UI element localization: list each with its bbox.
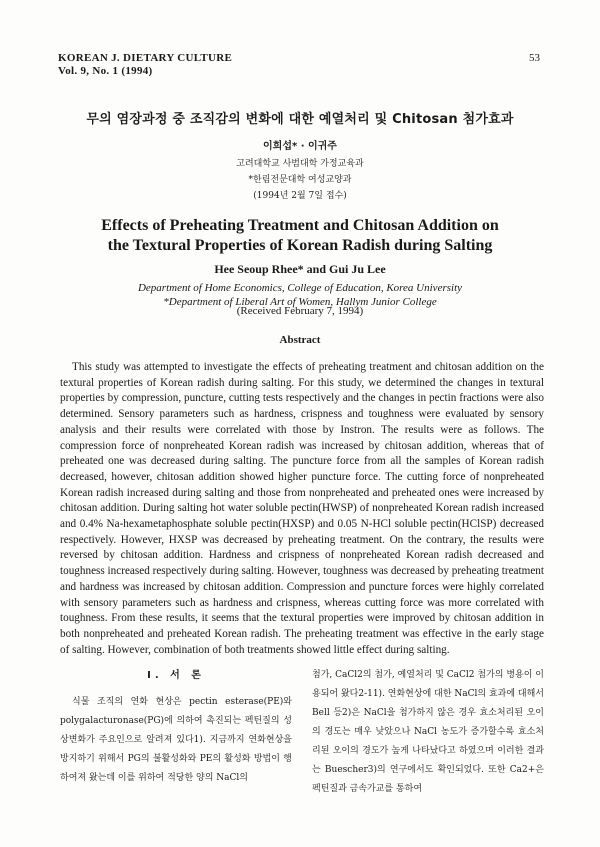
- abstract-text: This study was attempted to investigate the effects of preheating treatment and chitosan addition on the textural properties of Korean radish during salting. For this study, we determined the changes in textural properties by compression, puncture, cutting tests respectively and the changes in pectin fractions were also determined. Sensory parameters such as hardness, crispness and toughness were evaluated by sensory analysis and their results were correlated with those by Instron. The results were as follows. The compression force of nonpreheated Korean radish was increased by chitosan addition, whereas that of preheated one was decreased during salting. The puncture force from all the samples of Korean radish decreased, however, chitosan addition showed higher puncture force. The cutting force of nonpreheated Korean radish increased during salting and those from nonpreheated and preheated ones were increased by chitosan addition. During salting hot water soluble pectin(HWSP) of nonpreheated Korean radish increased and 0.4% Na-hexametaphosphate soluble pectin(HXSP) and 0.05 N-HCl soluble pectin(HClSP) decreased respectively. However, HXSP was decreased by preheating treatment. On the contrary, the results were reversed by chitosan addition. Hardness and crispness of nonpreheated Korean radish decreased and toughness increased respectively during salting. However, toughness was decreased by preheating treatment and hardness was increased by chitosan addition. Compression and puncture forces were highly correlated with sensory parameters such as hardness and crispness, whereas cutting force was more correlated with toughness. From these results, it seems that the textural properties were improved by chitosan addition in both nonpreheated and preheated Korean radish. The preheating treatment was effective in the early stage of salting. However, combination of both treatments showed little effect during salting.: [60, 361, 544, 656]
- korean-affiliation-2: *한림전문대학 여성교양과: [248, 175, 352, 185]
- english-title: [0, 216, 600, 256]
- body-left-paragraph: 식물 조직의 연화 현상은 pectin esterase(PE)와 polygalacturonase(PG)에 의하여 촉진되는 펙틴질의 성상변화가 주요인으로 알려져 있다1). 지금까지 연화현상을 방지하기 위해서 PG의 불활성화와 PE의 활성화 방법이 행하여져 왔는데 이를 위하여 적당한 양의 NaCl의: [60, 697, 292, 783]
- abstract-heading: Abstract: [279, 334, 321, 346]
- english-title-line-2: the Textural Properties of Korean Radish during Salting: [107, 237, 493, 254]
- journal-volume: Vol. 9, No. 1 (1994): [58, 65, 153, 77]
- body-right-column: [312, 666, 544, 799]
- body-right-paragraph: 첨가, CaCl2의 첨가, 예열처리 및 CaCl2 첨가의 병용이 이용되어 왔다2-11). 연화현상에 대한 NaCl의 효과에 대해서 Bell 등2)은 NaCl을 첨가하지 않은 경우 효소처리된 오이의 경도는 매우 낮았으나 NaCl 농도가 증가할수록 효소처리된 오이의 경도가 높게 나타났다고 하였으며 이러한 결과는 Buescher3)의 연구에서도 확인되었다. 또한 Ca2+은 펙틴질과 금속가교를 통하여: [312, 670, 544, 794]
- section-heading-introduction: I. 서 론: [147, 670, 205, 681]
- english-authors: Hee Seoup Rhee* and Gui Ju Lee: [214, 262, 386, 276]
- journal-name: KOREAN J. DIETARY CULTURE: [58, 52, 233, 64]
- english-received: (Received February 7, 1994): [236, 305, 364, 317]
- english-title-line-1: Effects of Preheating Treatment and Chitosan Addition on: [101, 217, 499, 234]
- page-number: 53: [529, 52, 540, 64]
- english-affiliation-1: Department of Home Economics, College of Education, Korea University: [137, 282, 463, 294]
- body-left-column: [60, 666, 292, 788]
- korean-received: (1994년 2월 7일 접수): [253, 191, 347, 201]
- english-affiliation-2: *Department of Liberal Art of Women, Hallym Junior College: [163, 296, 437, 308]
- korean-title: 무의 염장과정 중 조직감의 변화에 대한 예열처리 및 Chitosan 첨가효과: [86, 112, 514, 127]
- korean-authors: 이희섭* · 이귀주: [263, 141, 337, 152]
- journal-header: [58, 52, 232, 78]
- korean-affiliation-1: 고려대학교 사범대학 가정교육과: [236, 159, 364, 169]
